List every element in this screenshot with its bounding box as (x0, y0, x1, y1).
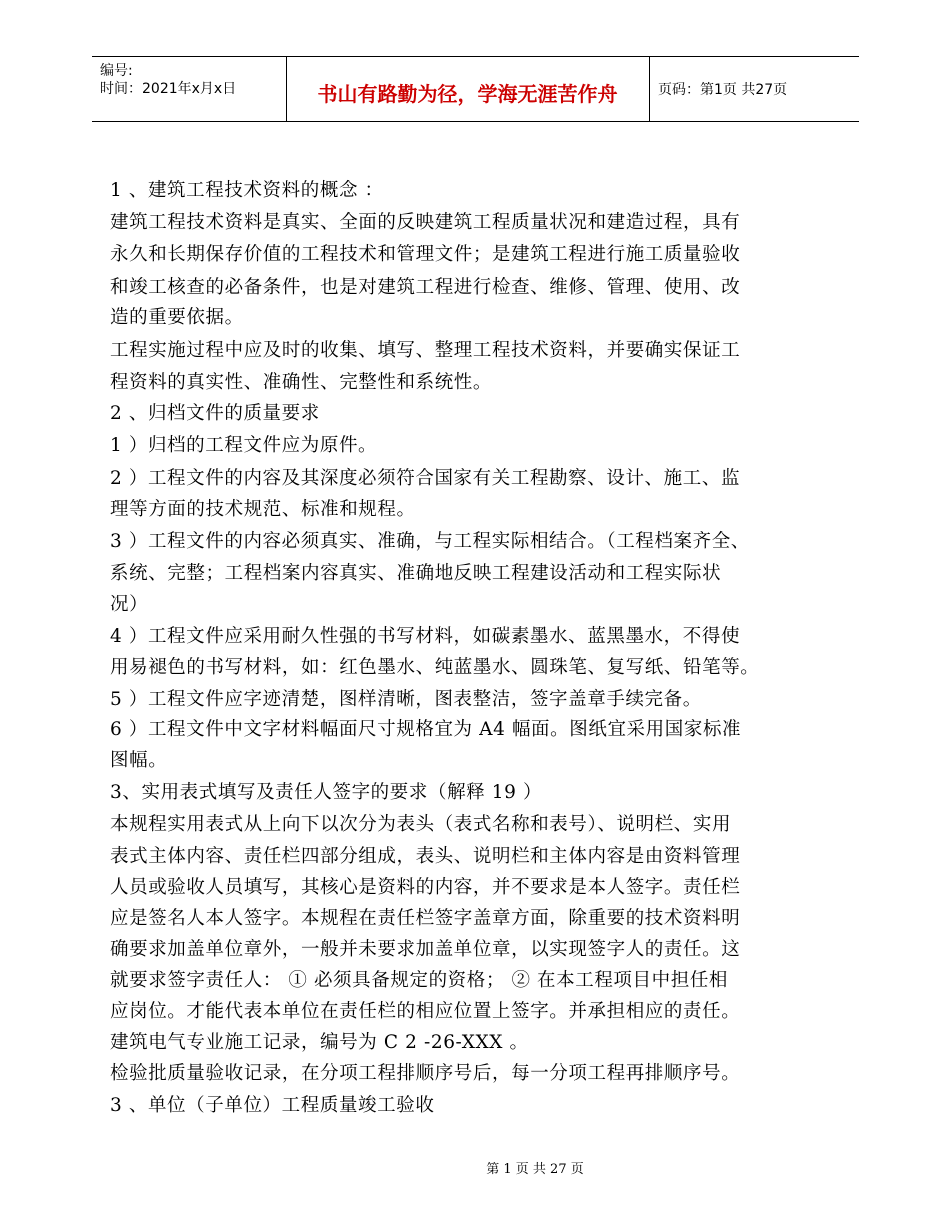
body-text-line: 5 ）工程文件应字迹清楚，图样清晰，图表整洁，签字盖章手续完备。 (110, 689, 702, 710)
body-text-line: 2 ）工程文件的内容及其深度必须符合国家有关工程勘察、设计、施工、监 (110, 468, 741, 489)
header-divider-right (649, 57, 650, 121)
body-text-line: 建筑电气专业施工记录，编号为 C 2 -26-XXX 。 (110, 1032, 529, 1053)
body-text-line: 1 、建筑工程技术资料的概念 ： (110, 180, 384, 201)
body-text-line: 况） (110, 594, 149, 615)
body-text-line: 就要求签字责任人： ① 必须具备规定的资格； ② 在本工程项目中担任相 (110, 970, 729, 991)
body-text-line: 和竣工核查的必备条件，也是对建筑工程进行检查、维修、管理、使用、改 (110, 277, 741, 298)
body-text-line: 系统、完整；工程档案内容真实、准确地反映工程建设活动和工程实际状 (110, 563, 722, 584)
page-footer: 第 1 页 共 27 页 (486, 1162, 584, 1177)
body-text-line: 建筑工程技术资料是真实、全面的反映建筑工程质量状况和建造过程，具有 (110, 212, 741, 233)
body-text-line: 1 ）归档的工程文件应为原件。 (110, 435, 378, 456)
body-text-line: 3 、单位（子单位）工程质量竣工验收 (110, 1095, 435, 1116)
body-text-line: 确要求加盖单位章外，一般并未要求加盖单位章，以实现签字人的责任。这 (110, 939, 741, 960)
body-text-line: 本规程实用表式从上向下以次分为表头（表式名称和表号）、说明栏、实用 (110, 814, 732, 835)
body-text-line: 永久和长期保存价值的工程技术和管理文件；是建筑工程进行施工质量验收 (110, 244, 741, 265)
body-text-line: 2 、归档文件的质量要求 (110, 403, 320, 424)
body-text-line: 6 ）工程文件中文字材料幅面尺寸规格宜为 A4 幅面。图纸宜采用国家标准 (110, 719, 742, 740)
header-page-info: 页码：第1页 共27页 (658, 82, 788, 98)
body-text-line: 应岗位。才能代表本单位在责任栏的相应位置上签字。并承担相应的责任。 (110, 1001, 741, 1022)
body-text-line: 造的重要依据。 (110, 307, 244, 328)
document-number-label: 编号: (100, 63, 133, 79)
body-text-line: 工程实施过程中应及时的收集、填写、整理工程技术资料，并要确实保证工 (110, 340, 741, 361)
body-text-line: 图幅。 (110, 750, 168, 771)
body-text-line: 程资料的真实性、准确性、完整性和系统性。 (110, 372, 493, 393)
body-text-line: 4 ）工程文件应采用耐久性强的书写材料，如碳素墨水、蓝黑墨水，不得使 (110, 626, 741, 647)
body-text-line: 理等方面的技术规范、标准和规程。 (110, 499, 416, 520)
header-motto: 书山有路勤为径，学海无涯苦作舟 (317, 82, 618, 106)
body-text-line: 人员或验收人员填写，其核心是资料的内容，并不要求是本人签字。责任栏 (110, 877, 741, 898)
body-text-line: 用易褪色的书写材料，如：红色墨水、纯蓝墨水、圆珠笔、复写纸、铅笔等。 (110, 657, 760, 678)
body-text-line: 应是签名人本人签字。本规程在责任栏签字盖章方面，除重要的技术资料明 (110, 908, 741, 929)
body-text-line: 表式主体内容、责任栏四部分组成，表头、说明栏和主体内容是由资料管理 (110, 846, 741, 867)
header-bottom-rule (92, 121, 859, 122)
body-text-line: 检验批质量验收记录，在分项工程排顺序号后，每一分项工程再排顺序号。 (110, 1063, 741, 1084)
body-text-line: 3、实用表式填写及责任人签字的要求（解释 19 ） (110, 782, 543, 803)
document-date: 时间：2021年x月x日 (100, 81, 237, 97)
body-text-line: 3 ）工程文件的内容必须真实、准确，与工程实际相结合。（工程档案齐全、 (110, 531, 750, 552)
header-top-rule (92, 56, 859, 57)
